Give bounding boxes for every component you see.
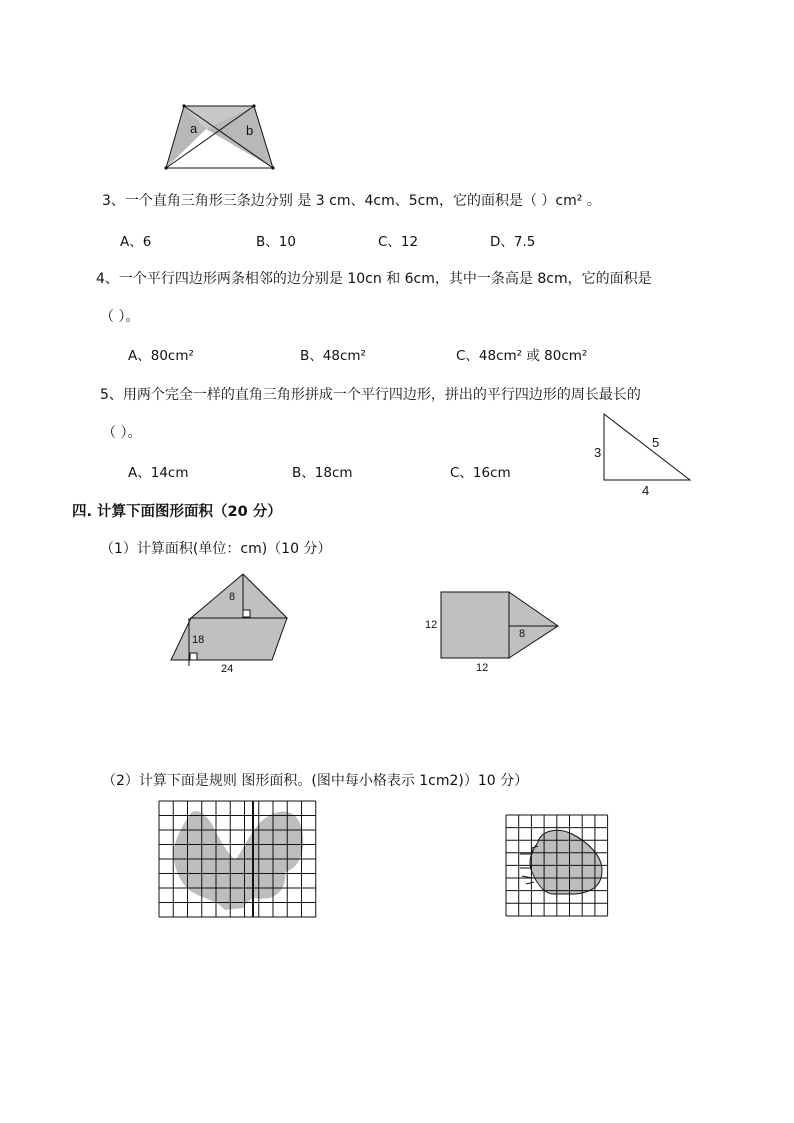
fig2-base: 12 <box>476 662 489 674</box>
trapezoid-figure <box>160 100 280 172</box>
fig1-base: 24 <box>221 663 234 675</box>
q3-option-a: A、6 <box>120 234 152 250</box>
q5-line2: （ ）。 <box>102 425 142 441</box>
section4-part2: （2）计算下面是规则 图形面积。(图中每小格表示 1cm2)）10 分） <box>102 773 529 789</box>
q5-option-a: A、14cm <box>128 465 189 481</box>
q3-option-b: B、10 <box>256 234 296 250</box>
q3-option-c: C、12 <box>378 234 419 250</box>
triangle-side-hyp: 5 <box>652 435 660 450</box>
composite-figure-1 <box>165 568 300 678</box>
q4-line1: 4、一个平行四边形两条相邻的边分别是 10cn 和 6cm，其中一条高是 8cm，它的面积是 <box>96 271 652 287</box>
triangle-side-left: 3 <box>594 445 602 460</box>
right-triangle-figure <box>590 410 700 500</box>
section4-part1: （1）计算面积(单位：cm)（10 分） <box>100 541 332 557</box>
fig2-height: 8 <box>519 628 526 640</box>
q5-option-c: C、16cm <box>450 465 511 481</box>
grid-figure-1 <box>155 798 323 922</box>
label-a: a <box>190 121 198 136</box>
q4-option-b: B、48cm² <box>300 348 366 364</box>
q3-option-d: D、7.5 <box>490 234 536 250</box>
q5-line1: 5、用两个完全一样的直角三角形拼成一个平行四边形，拼出的平行四边形的周长最长的 <box>100 387 641 403</box>
triangle-side-bottom: 4 <box>642 483 650 498</box>
section4-heading: 四. 计算下面图形面积（20 分） <box>72 504 282 520</box>
label-b: b <box>246 123 254 138</box>
grid-figure-2 <box>502 812 614 922</box>
q5-option-b: B、18cm <box>292 465 353 481</box>
fig2-side-left: 12 <box>425 619 438 631</box>
q4-line2: （ ）。 <box>100 309 140 325</box>
composite-figure-2 <box>420 585 565 680</box>
fig1-height-bottom: 18 <box>192 634 205 646</box>
q4-option-c: C、48cm² 或 80cm² <box>456 348 588 364</box>
q3-text: 3、一个直角三角形三条边分别 是 3 cm、4cm、5cm，它的面积是（ ）cm² 。 <box>102 193 601 209</box>
fig1-height-top: 8 <box>229 591 236 603</box>
q4-option-a: A、80cm² <box>128 348 194 364</box>
